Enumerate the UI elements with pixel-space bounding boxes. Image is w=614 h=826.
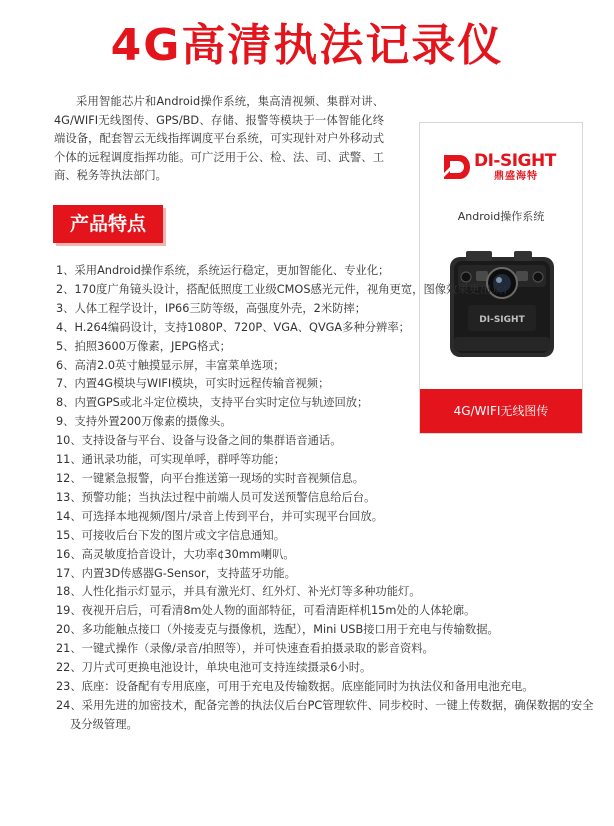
- feature-item: 9、支持外置200万像素的摄像头。: [56, 415, 232, 429]
- feature-item: 17、内置3D传感器G-Sensor，支持蓝牙功能。: [56, 566, 296, 580]
- svg-text:DI-SIGHT: DI-SIGHT: [479, 315, 525, 325]
- feature-item: 24、采用先进的加密技术，配备完善的执法仪后台PC管理软件、同步校时、一键上传数据，确保数据的安全及分级管理。: [56, 698, 594, 731]
- feature-item: 18、人性化指示灯显示，并具有激光灯、红外灯、补光灯等多种功能灯。: [56, 585, 421, 599]
- intro-paragraph: 采用智能芯片和Android操作系统，集高清视频、集群对讲、4G/WIFI无线图传、GPS/BD、存储、报警等模块于一体智能化终端设备，配套智云无线指挥调度平台系统，可实现针对户外移动式个体的远程调度指挥功能。可广泛用于公、检、法、司、武警、工商、税务等执法部门。: [54, 95, 384, 183]
- feature-item: 7、内置4G模块与WIFI模块，可实时远程传输音视频；: [56, 377, 330, 391]
- feature-item: 15、可接收后台下发的图片或文字信息通知。: [56, 528, 286, 542]
- page-title: 4G高清执法记录仪: [110, 20, 504, 71]
- brand-logo-icon: [440, 153, 472, 181]
- card-caption: Android操作系统: [457, 210, 545, 223]
- feature-item: 5、拍照3600万像素，JEPG格式；: [56, 339, 231, 353]
- feature-item: 11、通讯录功能，可实现单呼，群呼等功能；: [56, 453, 286, 467]
- brand-logo: [440, 151, 570, 187]
- feature-item: 23、底座：设备配有专用底座，可用于充电及传输数据。底座能同时为执法仪和备用电池充电。: [56, 679, 534, 693]
- feature-item: 1、采用Android操作系统，系统运行稳定，更加智能化、专业化；: [56, 264, 390, 277]
- feature-item: 13、预警功能；当执法过程中前端人员可发送预警信息给后台。: [56, 490, 376, 504]
- card-banner: 4G/WIFI无线图传: [420, 389, 582, 433]
- feature-item: 20、多功能触点接口（外接麦克与摄像机，选配），Mini USB接口用于充电与传输数据。: [56, 623, 499, 637]
- feature-item: 8、内置GPS或北斗定位模块，支持平台实时定位与轨迹回放；: [56, 396, 369, 410]
- feature-item: 6、高清2.0英寸触摸显示屏，丰富菜单选项；: [56, 358, 285, 372]
- section-title-features: 产品特点: [53, 205, 163, 243]
- feature-item: 16、高灵敏度拾音设计，大功率¢30mm喇叭。: [56, 547, 295, 561]
- feature-item: 12、一键紧急报警，向平台推送第一现场的实时音视频信息。: [56, 471, 365, 485]
- feature-item: 10、支持设备与平台、设备与设备之间的集群语音通话。: [56, 434, 342, 448]
- feature-list: [56, 262, 596, 735]
- feature-item: 22、刀片式可更换电池设计，单块电池可支持连续摄录6小时。: [56, 661, 372, 675]
- feature-item: 21、一键式操作（录像/录音/拍照等），并可快速查看拍摄录取的影音资料。: [56, 642, 434, 656]
- feature-item: 19、夜视开启后，可看清8m处人物的面部特征，可看清距样机15m处的人体轮廓。: [56, 604, 476, 618]
- feature-item: 2、170度广角镜头设计，搭配低照度工业级CMOS感光元件，视角更宽，图像效果更出众；: [56, 282, 514, 296]
- brand-name-en: DI-SIGHT: [474, 151, 556, 171]
- feature-item: 14、可选择本地视频/图片/录音上传到平台，并可实现平台回放。: [56, 509, 384, 523]
- feature-item: 3、人体工程学设计，IP66三防等级，高强度外壳，2米防摔；: [56, 301, 367, 315]
- brand-name-cn: 鼎盛海特: [494, 171, 538, 182]
- feature-item: 4、H.264编码设计，支持1080P、720P、VGA、QVGA多种分辨率；: [56, 320, 410, 334]
